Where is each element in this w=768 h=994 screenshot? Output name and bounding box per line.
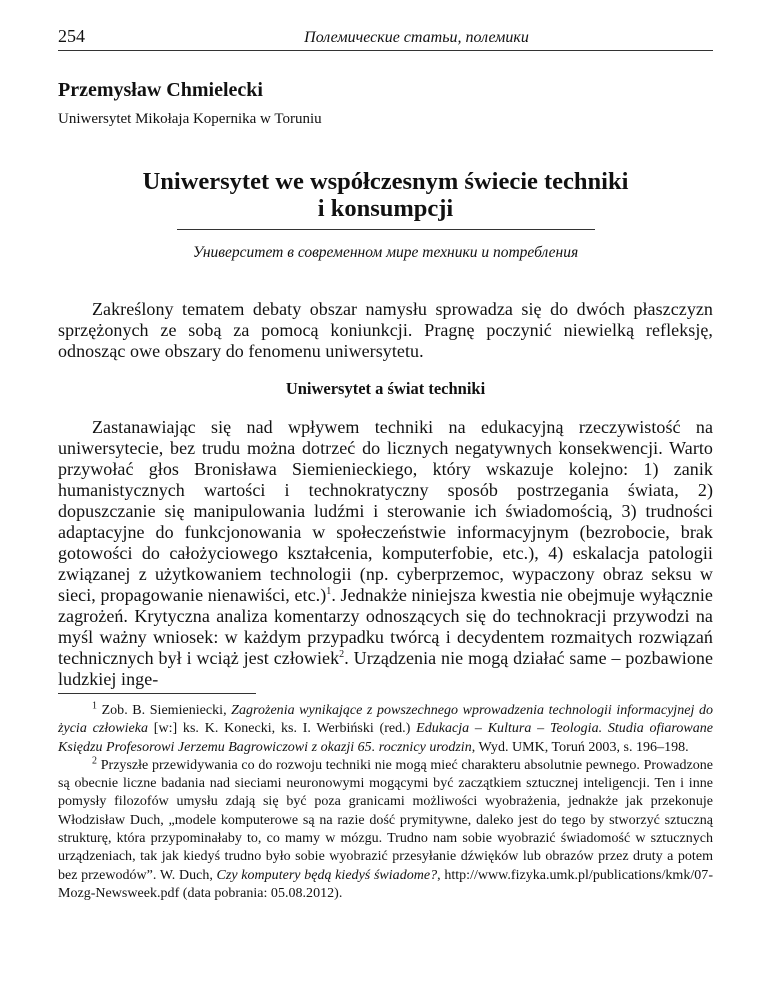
- footnote-1: [58, 702, 713, 757]
- page-number: 254: [58, 26, 85, 46]
- intro-paragraph: Zakreślony tematem debaty obszar namysłu sprowadza się do dwóch płaszczyzn sprzężonych ze sobą za pomocą koniunkcji. Pragnę poczynić niewielką refleksję, odnosząc owe obszary do fenomenu uniwersytetu.: [58, 299, 713, 361]
- article-title: [58, 168, 713, 222]
- running-header: [58, 26, 713, 51]
- footnote-ref-1[interactable]: 1: [326, 586, 332, 597]
- footnote-1-number: 1: [92, 700, 98, 712]
- footnote-2-title: Czy komputery będą kiedyś świadome?: [216, 867, 438, 883]
- article-title-russian: Университет в современном мире техники и потребления: [192, 244, 579, 261]
- footnote-1-title: Zagrożenia wynikające z powszechnego wprowadzenia technologii informacyjnej do życia człowieka: [58, 703, 713, 737]
- section-heading: Uniwersytet a świat techniki: [285, 379, 486, 398]
- footnote-1-book-title: Edukacja – Kultura – Teologia. Studia ofiarowane Księdzu Profesorowi Jerzemu Bagrowiczowi z okazji 65. rocznicy urodzin: [58, 721, 713, 755]
- author-name: Przemysław Chmielecki: [58, 79, 263, 101]
- footnote-ref-2[interactable]: 2: [339, 649, 345, 660]
- article-title-line-1: Uniwersytet we współczesnym świecie techniki: [142, 168, 629, 195]
- title-divider: [177, 229, 595, 230]
- footnote-2-text: Przyszłe przewidywania co do rozwoju techniki nie mogą mieć charakteru absolutnie pewnego. Prowadzone są obecnie liczne badania nad sieciami neuronowymi mogącymi być zaczątkiem sztucznej inteligencji. Ten i inne pomysły filozofów umysłu zdają się być poza granicami możliwości wyobrażenia, jednakże jak przekonuje Włodzisław Duch, „modele komputerowe są na razie dość prymitywne, daleko jest do tego by stworzyć sztuczną strukturę, która przypominałaby to, co mamy w mózgu. Trudno nam sobie wyobrazić świadomość w sztucznych urządzeniach, tak jak kiedyś trudno było sobie wyobrazić przesyłanie dźwięków lub obrazów przez druty a potem bez przewodów”. W. Duch,: [58, 757, 713, 883]
- body-text-part-2: . Jednakże niniejsza kwestia nie obejmuje wyłącznie zagrożeń. Krytyczna analiza komentarzy odnoszących się do technokracji przywodzi na myśl ważny wniosek: w każdym przypadku twórcą i decydentem rozmaitych rozwiązań technicznych był i wciąż jest człowiek: [58, 585, 713, 668]
- footnote-1-text-2: [w:] ks. K. Konecki, ks. I. Werbiński (red.): [148, 721, 417, 737]
- body-paragraph: [58, 417, 713, 690]
- footnote-2: [58, 757, 713, 903]
- document-page: [58, 26, 713, 903]
- footnote-divider: [58, 693, 256, 694]
- footnote-1-text-3: , Wyd. UMK, Toruń 2003, s. 196–198.: [471, 739, 689, 755]
- footnote-1-text: Zob. B. Siemieniecki,: [97, 703, 232, 718]
- article-title-line-2: i konsumpcji: [317, 195, 454, 222]
- body-text-part-3: . Urządzenia nie mogą działać same – pozbawione ludzkiej inge-: [58, 648, 713, 689]
- body-text-part-1: Zastanawiając się nad wpływem techniki na edukacyjną rzeczywistość na uniwersytecie, bez trudu można dotrzeć do licznych negatywnych konsekwencji. Warto przywołać głos Bronisława Siemienieckiego, który wskazuje kolejno: 1) zanik humanistycznych wartości i technokratyczny sposób postrzegania świata, 2) dopuszczanie się manipulowania ludźmi i sterowanie ich świadomością, 3) trudności adaptacyjne do funkcjonowania w społeczeństwie informacyjnym (bezrobocie, brak gotowości do całożyciowego kształcenia, komputerfobie, etc.), 4) eskalacja patologii związanej z użytkowaniem technologii (np. cyberprzemoc, wypaczony obraz seksu w sieci, propagowanie nienawiści, etc.): [58, 417, 713, 605]
- footnote-2-url-text: , http://www.fizyka.umk.pl/publications/kmk/07-Mozg-Newsweek.pdf (data pobrania: 05.08.2012).: [58, 867, 713, 901]
- author-affiliation: Uniwersytet Mikołaja Kopernika w Toruniu: [58, 111, 322, 127]
- footnote-2-number: 2: [92, 755, 98, 767]
- section-title: Полемические статьи, полемики: [304, 29, 529, 46]
